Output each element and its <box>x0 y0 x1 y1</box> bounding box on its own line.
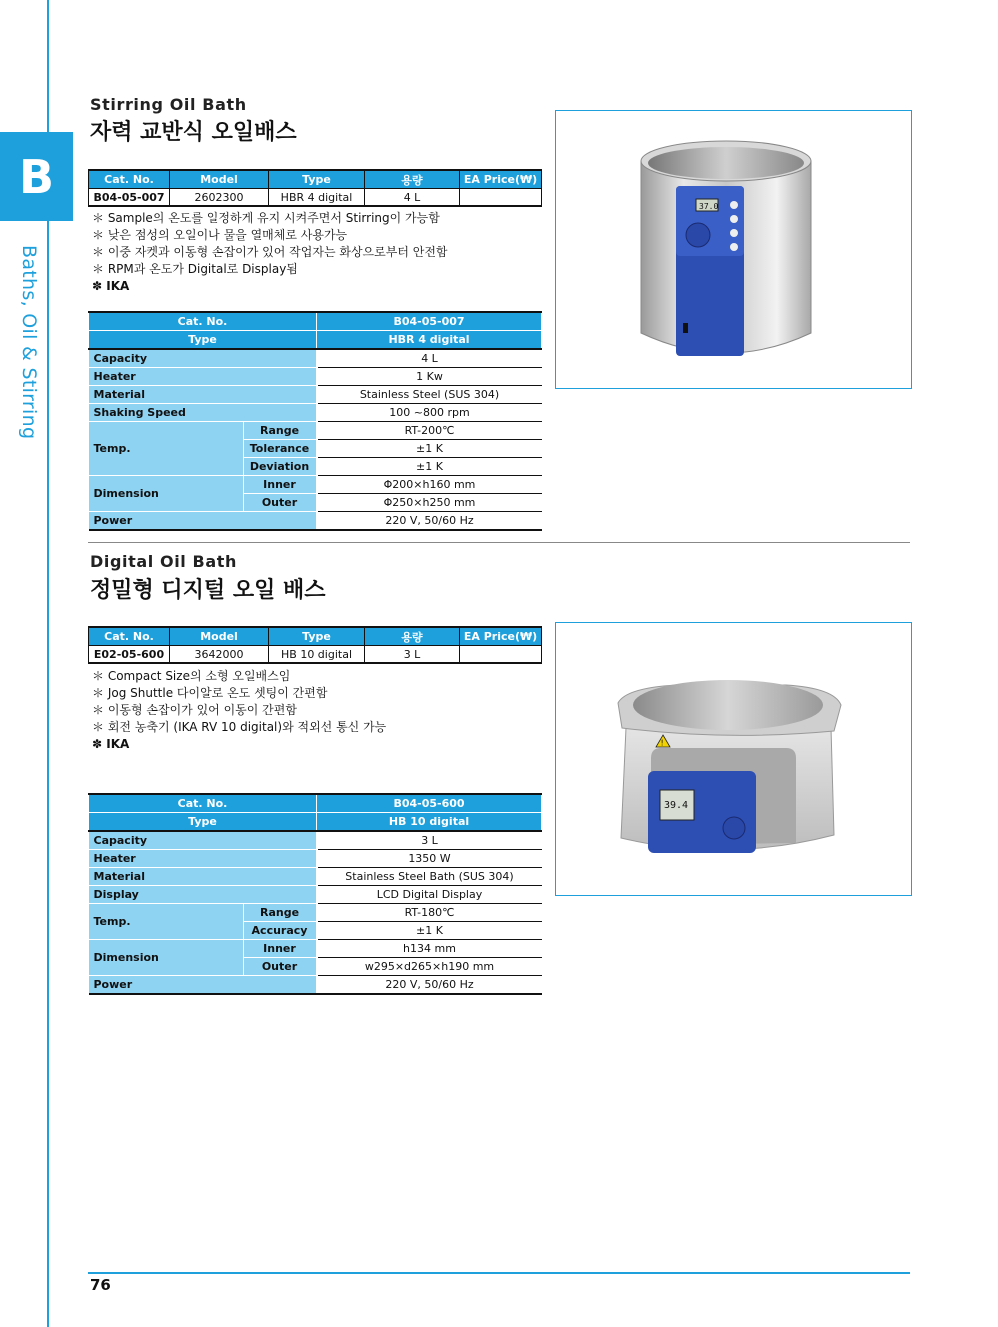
spec-value: 100 ~800 rpm <box>317 404 542 422</box>
spec-sublabel: Tolerance <box>243 440 317 458</box>
order-header: EA Price(₩) <box>460 627 542 646</box>
digital-oil-bath-illustration <box>556 623 911 895</box>
spec-value: Stainless Steel (SUS 304) <box>317 386 542 404</box>
spec-value: 220 V, 50/60 Hz <box>317 512 542 531</box>
order-price <box>460 189 542 207</box>
spec-row <box>89 976 542 995</box>
spec-label: Capacity <box>89 349 317 368</box>
brand-item: ✽ IKA <box>92 279 130 293</box>
spec-label: Heater <box>89 368 317 386</box>
section2-order-table <box>88 626 542 664</box>
order-model: 2602300 <box>170 189 269 207</box>
section-divider <box>88 542 910 543</box>
order-header: Cat. No. <box>89 170 170 189</box>
order-header: 용량 <box>365 627 460 646</box>
spec-sublabel: Range <box>243 904 317 922</box>
order-type: HBR 4 digital <box>269 189 365 207</box>
spec-sublabel: Outer <box>243 494 317 512</box>
spec-value: 3 L <box>317 831 542 850</box>
order-header-row <box>89 627 542 646</box>
order-header: Cat. No. <box>89 627 170 646</box>
spec-value: w295×d265×h190 mm <box>317 958 542 976</box>
display-readout: 37.0 <box>699 202 719 211</box>
spec-label: Display <box>89 886 317 904</box>
spec-header-row <box>89 312 542 331</box>
order-model: 3642000 <box>170 646 269 664</box>
product1-image <box>555 110 912 389</box>
spec-label: Temp. <box>89 422 244 476</box>
spec-sublabel: Outer <box>243 958 317 976</box>
spec-value: 1 Kw <box>317 368 542 386</box>
spec-cat-value: B04-05-007 <box>317 312 542 331</box>
order-row <box>89 189 542 207</box>
section1-features <box>92 210 448 295</box>
spec-header-row <box>89 331 542 350</box>
svg-text:!: ! <box>660 738 664 748</box>
order-price <box>460 646 542 664</box>
side-label-text: Baths, Oil & Stirring <box>18 245 40 440</box>
spec-row <box>89 368 542 386</box>
spec-value: RT-180℃ <box>317 904 542 922</box>
spec-sublabel: Range <box>243 422 317 440</box>
spec-sublabel: Inner <box>243 940 317 958</box>
section1-title-en: Stirring Oil Bath <box>90 95 247 114</box>
product2-image <box>555 622 912 896</box>
spec-row <box>89 868 542 886</box>
section1-spec-table <box>88 311 542 531</box>
order-row <box>89 646 542 664</box>
spec-value: 4 L <box>317 349 542 368</box>
spec-value: ±1 K <box>317 922 542 940</box>
order-cat-no: B04-05-007 <box>89 189 170 207</box>
section-letter: B <box>18 149 55 204</box>
spec-value: h134 mm <box>317 940 542 958</box>
section2-title-en: Digital Oil Bath <box>90 552 237 571</box>
spec-value: 1350 W <box>317 850 542 868</box>
spec-row <box>89 831 542 850</box>
feature-item: ＊ Compact Size의 소형 오일배스임 <box>92 669 291 683</box>
spec-row <box>89 422 542 440</box>
feature-item: ＊ 회전 농축기 (IKA RV 10 digital)와 적외선 통신 가능 <box>92 720 387 734</box>
spec-label: Dimension <box>89 476 244 512</box>
spec-label: Shaking Speed <box>89 404 317 422</box>
feature-item: ＊ 이중 자켓과 이동형 손잡이가 있어 작업자는 화상으로부터 안전함 <box>92 245 448 259</box>
spec-row <box>89 512 542 531</box>
spec-type-value: HB 10 digital <box>317 813 542 832</box>
spec-header-row <box>89 794 542 813</box>
spec-sublabel: Accuracy <box>243 922 317 940</box>
feature-item: ＊ Sample의 온도를 일정하게 유지 시켜주면서 Stirring이 가능함 <box>92 211 440 225</box>
order-capacity: 4 L <box>365 189 460 207</box>
spec-sublabel: Deviation <box>243 458 317 476</box>
spec-value: Stainless Steel Bath (SUS 304) <box>317 868 542 886</box>
spec-value: Φ200×h160 mm <box>317 476 542 494</box>
order-capacity: 3 L <box>365 646 460 664</box>
spec-label: Heater <box>89 850 317 868</box>
spec-type-value: HBR 4 digital <box>317 331 542 350</box>
order-header: 용량 <box>365 170 460 189</box>
order-header: Type <box>269 627 365 646</box>
order-header: EA Price(₩) <box>460 170 542 189</box>
feature-item: ＊ Jog Shuttle 다이알로 온도 셋팅이 간편함 <box>92 686 328 700</box>
order-header: Type <box>269 170 365 189</box>
spec-row <box>89 904 542 922</box>
spec-row <box>89 386 542 404</box>
spec-label: Material <box>89 868 317 886</box>
section1-title-ko: 자력 교반식 오일배스 <box>90 120 297 145</box>
spec-cat-label: Cat. No. <box>89 794 317 813</box>
spec-sublabel: Inner <box>243 476 317 494</box>
spec-type-label: Type <box>89 813 317 832</box>
spec-row <box>89 349 542 368</box>
section1-order-table <box>88 169 542 207</box>
brand-item: ✽ IKA <box>92 737 130 751</box>
side-label <box>12 245 46 445</box>
spec-value: ±1 K <box>317 458 542 476</box>
stirring-oil-bath-illustration <box>556 111 911 388</box>
spec-value: Φ250×h250 mm <box>317 494 542 512</box>
order-header: Model <box>170 627 269 646</box>
spec-value: 220 V, 50/60 Hz <box>317 976 542 995</box>
section2-spec-table <box>88 793 542 995</box>
spec-value: ±1 K <box>317 440 542 458</box>
spec-row <box>89 886 542 904</box>
feature-item: ＊ 이동형 손잡이가 있어 이동이 간편함 <box>92 703 297 717</box>
spec-row <box>89 940 542 958</box>
feature-item: ＊ 낮은 점성의 오일이나 물을 열매체로 사용가능 <box>92 228 348 242</box>
section2-title-ko: 정밀형 디지털 오일 배스 <box>90 578 326 603</box>
order-cat-no: E02-05-600 <box>89 646 170 664</box>
spec-label: Material <box>89 386 317 404</box>
display-readout: 39.4 <box>664 800 689 811</box>
spec-row <box>89 850 542 868</box>
spec-label: Power <box>89 976 317 995</box>
feature-item: ＊ RPM과 온도가 Digital로 Display됨 <box>92 262 298 276</box>
section-tab <box>0 132 73 221</box>
spec-value: RT-200℃ <box>317 422 542 440</box>
spec-label: Dimension <box>89 940 244 976</box>
footer-rule <box>88 1272 910 1274</box>
spec-type-label: Type <box>89 331 317 350</box>
order-header-row <box>89 170 542 189</box>
page-number: 76 <box>90 1276 111 1294</box>
order-header: Model <box>170 170 269 189</box>
order-type: HB 10 digital <box>269 646 365 664</box>
spec-row <box>89 476 542 494</box>
spec-value: LCD Digital Display <box>317 886 542 904</box>
spec-cat-label: Cat. No. <box>89 312 317 331</box>
spec-cat-value: B04-05-600 <box>317 794 542 813</box>
section2-features <box>92 668 386 753</box>
spec-header-row <box>89 813 542 832</box>
spec-label: Temp. <box>89 904 244 940</box>
spec-label: Capacity <box>89 831 317 850</box>
spec-label: Power <box>89 512 317 531</box>
spec-row <box>89 404 542 422</box>
